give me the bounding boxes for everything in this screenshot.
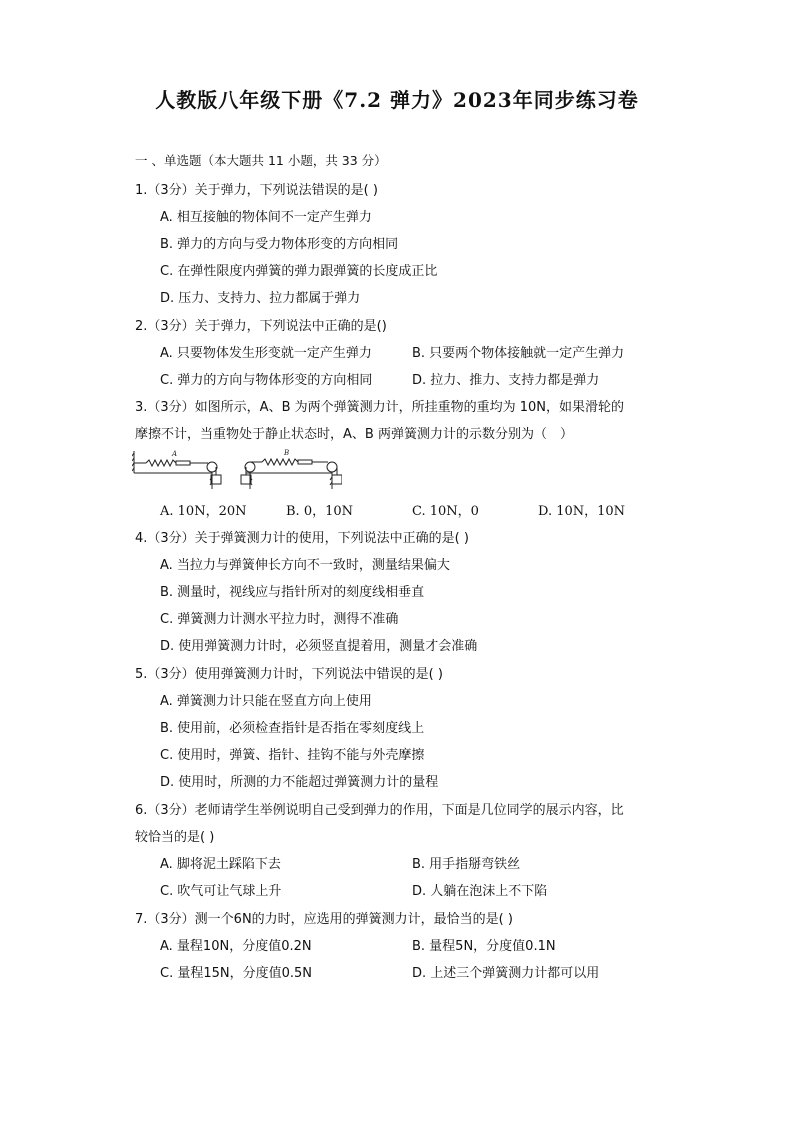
question-3-option-b: B. 0，10N	[286, 504, 354, 519]
question-1-option-d: D. 压力、支持力、拉力都属于弹力	[160, 291, 361, 306]
question-4-stem: 4.（3分）关于弹簧测力计的使用，下列说法中正确的是( )	[135, 531, 469, 546]
label-a: A	[172, 450, 178, 458]
question-6-option-b: B. 用手指掰弯铁丝	[412, 857, 521, 872]
question-4-option-c: C. 弹簧测力计测水平拉力时，测得不准确	[160, 612, 399, 627]
question-7-option-a: A. 量程10N，分度值0.2N	[160, 939, 312, 954]
question-5-option-b: B. 使用前，必须检查指针是否指在零刻度线上	[160, 721, 425, 736]
section-heading: 一 、单选题（本大题共 11 小题，共 33 分）	[135, 153, 387, 168]
setup-b	[241, 459, 342, 489]
weight-b-right	[332, 475, 342, 484]
question-4-option-a: A. 当拉力与弹簧伸长方向不一致时，测量结果偏大	[160, 558, 450, 573]
question-3-option-c: C. 10N，0	[412, 504, 479, 519]
question-2-option-d: D. 拉力、推力、支持力都是弹力	[412, 373, 600, 388]
spring-b	[262, 459, 298, 465]
document-title: 人教版八年级下册《7.2 弹力》2023年同步练习卷	[155, 88, 639, 112]
question-1-option-b: B. 弹力的方向与受力物体形变的方向相同	[160, 237, 399, 252]
question-5-option-c: C. 使用时，弹簧、指针、挂钩不能与外壳摩擦	[160, 748, 425, 763]
question-2-option-c: C. 弹力的方向与物体形变的方向相同	[160, 373, 373, 388]
question-4-option-d: D. 使用弹簧测力计时，必须竖直提着用，测量才会准确	[160, 639, 478, 654]
question-6-stem-line2: 较恰当的是( )	[135, 830, 215, 845]
question-7-option-d: D. 上述三个弹簧测力计都可以用	[412, 966, 600, 981]
scale-a-body	[176, 461, 190, 465]
question-7-option-c: C. 量程15N，分度值0.5N	[160, 966, 313, 981]
question-6-option-c: C. 吹气可让气球上升	[160, 884, 282, 899]
question-1-option-a: A. 相互接触的物体间不一定产生弹力	[160, 210, 372, 225]
question-2-option-b: B. 只要两个物体接触就一定产生弹力	[412, 346, 625, 361]
question-3-stem-line1: 3.（3分）如图所示，A、B 为两个弹簧测力计，所挂重物的重均为 10N，如果滑轮的	[135, 400, 625, 415]
question-7-stem: 7.（3分）测一个6N的力时，应选用的弹簧测力计，最恰当的是( )	[135, 912, 513, 927]
scale-b-body	[298, 460, 312, 464]
question-7-option-b: B. 量程5N，分度值0.1N	[412, 939, 556, 954]
question-4-option-b: B. 测量时，视线应与指针所对的刻度线相垂直	[160, 585, 425, 600]
spring-scale-figure	[132, 447, 342, 489]
label-b: B	[284, 449, 290, 457]
question-6-option-d: D. 人躺在泡沫上不下陷	[412, 884, 548, 899]
question-3-option-a: A. 10N，20N	[160, 504, 247, 519]
question-2-stem: 2.（3分）关于弹力，下列说法中正确的是()	[135, 319, 387, 334]
question-5-stem: 5.（3分）使用弹簧测力计时，下列说法中错误的是( )	[135, 667, 443, 682]
question-6-stem-line1: 6.（3分）老师请学生举例说明自己受到弹力的作用，下面是几位同学的展示内容，比	[135, 803, 624, 818]
question-2-option-a: A. 只要物体发生形变就一定产生弹力	[160, 346, 372, 361]
question-6-option-a: A. 脚将泥土踩陷下去	[160, 857, 281, 872]
question-1-option-c: C. 在弹性限度内弹簧的弹力跟弹簧的长度成正比	[160, 264, 438, 279]
question-5-option-d: D. 使用时，所测的力不能超过弹簧测力计的量程	[160, 775, 439, 790]
question-3-stem-line2: 摩擦不计，当重物处于静止状态时，A、B 两弹簧测力计的示数分别为（ ）	[135, 427, 573, 442]
question-5-option-a: A. 弹簧测力计只能在竖直方向上使用	[160, 694, 372, 709]
question-1-stem: 1.（3分）关于弹力，下列说法错误的是( )	[135, 183, 378, 198]
pulley-b-right	[327, 462, 337, 472]
spring-a	[146, 460, 176, 466]
question-3-option-d: D. 10N，10N	[538, 504, 626, 519]
